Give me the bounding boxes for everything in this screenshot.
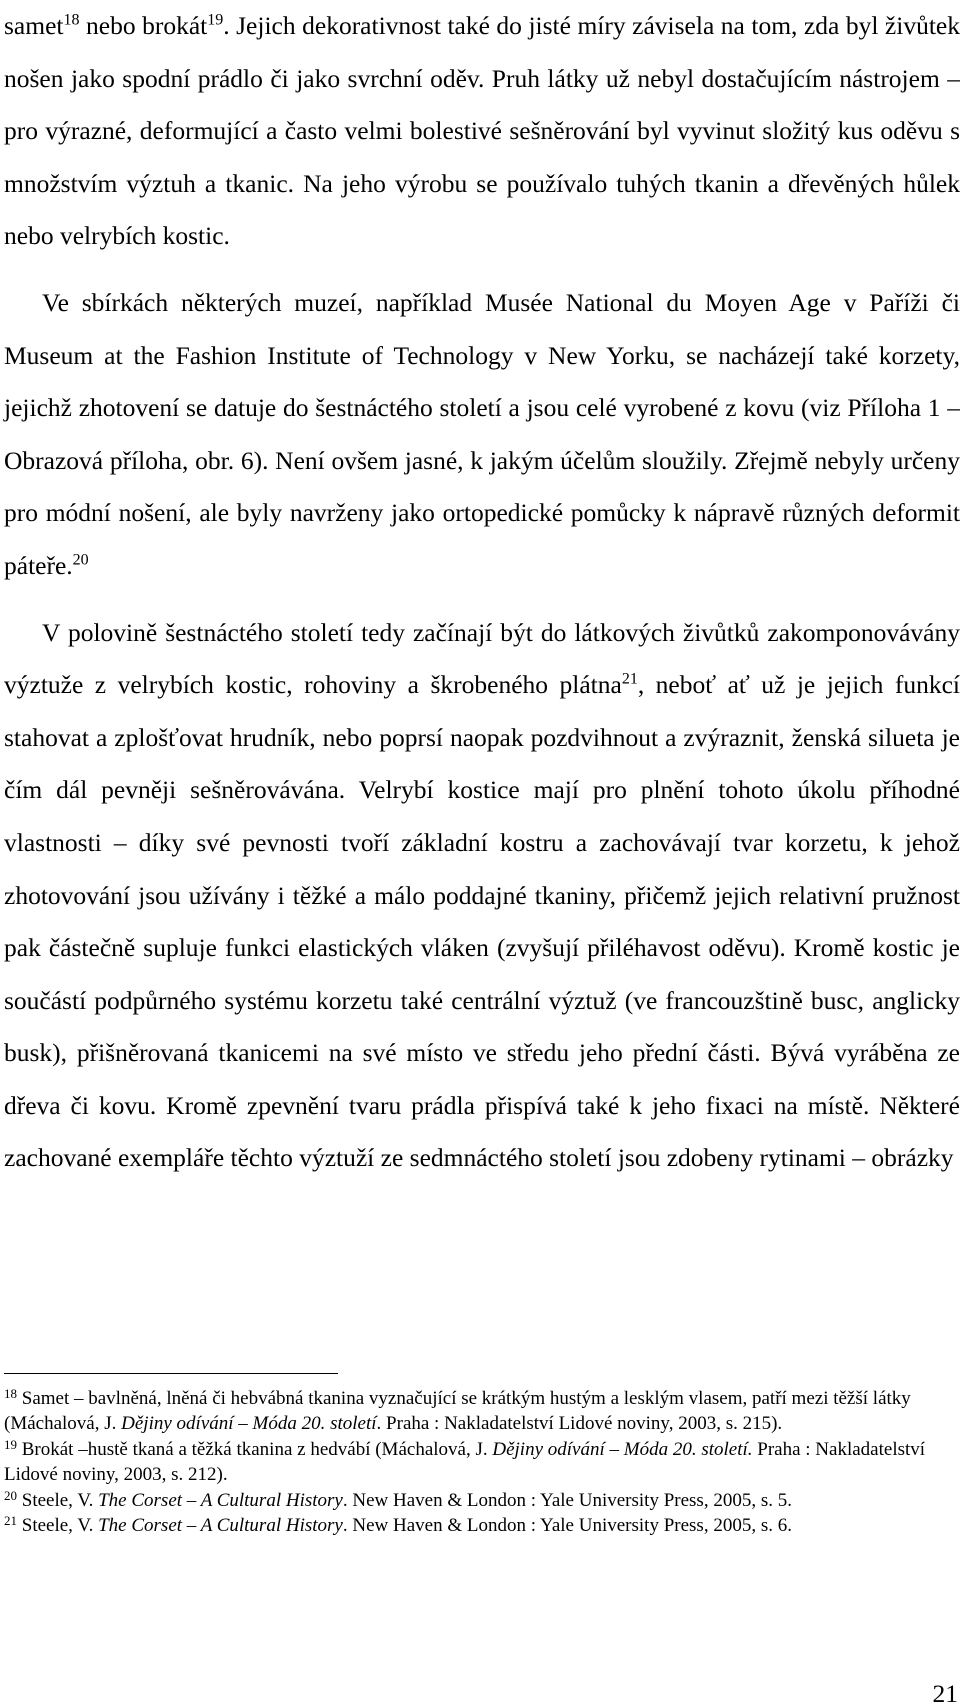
text-run: . New Haven & London : Yale University Press, 2005, s. 5. xyxy=(342,1489,792,1511)
footnote-21 xyxy=(4,1513,960,1538)
cited-title: Dějiny odívání – Móda 20. století xyxy=(121,1413,377,1435)
text-run: Samet – bavlněná, lněná či hebvábná tkanina vyznačující se krátkým hustým a lesklým vlasem, patří mezi těžší látky (Máchalová, J. xyxy=(4,1388,911,1435)
footnote-18 xyxy=(4,1386,960,1437)
footnote-ref: 20 xyxy=(72,551,89,569)
page-number: 21 xyxy=(932,1679,958,1708)
text-run: nebo brokát xyxy=(79,11,208,40)
text-run: . Praha : Nakladatelství Lidové noviny, 2003, s. 215). xyxy=(376,1413,783,1435)
text-run: samet xyxy=(4,11,64,40)
footnote-ref: 21 xyxy=(621,670,638,688)
cited-title: The Corset – A Cultural History xyxy=(98,1515,343,1537)
paragraph-2 xyxy=(4,277,960,593)
footnote-19 xyxy=(4,1437,960,1488)
text-run: , neboť ať už je jejich funkcí stahovat a zplošťovat hrudník, nebo poprsí naopak pozdvihnout a zvýraznit, ženská silueta je čím dál pevněji sešněrovávána. Velrybí kostice mají pro plnění tohoto úkolu příhodné vlastnosti – díky své pevnosti tvoří základní kostru a zachovávají tvar korzetu, k jehož zhotovování jsou užívány i těžké a málo poddajné tkaniny, přičemž jejich relativní pružnost pak částečně supluje funkci elastických vláken (zvyšují přiléhavost oděvu). Kromě kostic je součástí podpůrného systému korzetu také centrální výztuž (ve francouzštině busc, anglicky busk), přišněrovaná tkanicemi na své místo ve středu jeho přední části. Bývá vyráběna ze dřeva či kovu. Kromě zpevnění tvaru prádla přispívá také k jeho fixaci na místě. Některé zachované exempláře těchto výztuží ze sedmnáctého století jsou zdobeny rytinami – obrázky xyxy=(4,670,960,1173)
text-run: Steele, V. xyxy=(17,1489,99,1511)
footnote-separator xyxy=(4,1373,338,1374)
footnote-ref: 19 xyxy=(207,11,224,29)
footnote-ref: 18 xyxy=(63,11,80,29)
footnote-ref: 21 xyxy=(4,1513,17,1529)
text-run: . Jejich dekorativnost také do jisté míry závisela na tom, zda byl živůtek nošen jako spodní prádlo či jako svrchní oděv. Pruh látky už nebyl dostačujícím nástrojem – pro výrazné, deformující a často velmi bolestivé sešněrování byl vyvinut složitý kus oděvu s množstvím výztuh a tkanic. Na jeho výrobu se používalo tuhých tkanin a dřevěných hůlek nebo velrybích kostic. xyxy=(4,11,960,251)
text-run: Ve sbírkách některých muzeí, například Musée National du Moyen Age v Paříži či Museum at the Fashion Institute of Technology v New Yorku, se nacházejí také korzety, jejichž zhotovení se datuje do šestnáctého století a jsou celé vyrobené z kovu (viz Příloha 1 – Obrazová příloha, obr. 6). Není ovšem jasné, k jakým účelům sloužily. Zřejmě nebyly určeny pro módní nošení, ale byly navrženy jako ortopedické pomůcky k nápravě různých deformit páteře. xyxy=(4,287,960,580)
body-text xyxy=(4,0,960,1185)
text-run: Brokát –hustě tkaná a těžká tkanina z hedvábí (Máchalová, J. xyxy=(17,1438,493,1460)
footnote-ref: 18 xyxy=(4,1386,17,1401)
paragraph-1 xyxy=(4,0,960,263)
text-run: Praha : Nakladatelství Lidové noviny, 2003, s. 212). xyxy=(4,1438,926,1486)
footnote-20 xyxy=(4,1488,960,1513)
text-run: V polovině šestnáctého století tedy začínají být do látkových živůtků zakomponovávány výztuže z velrybích kostic, rohoviny a škrobeného plátna xyxy=(4,617,960,700)
cited-title: The Corset – A Cultural History xyxy=(98,1489,343,1511)
text-run: Steele, V. xyxy=(17,1515,99,1537)
paragraph-3 xyxy=(4,607,960,1186)
cited-title: Dějiny odívání – Móda 20. století. xyxy=(492,1438,753,1460)
footnote-ref: 20 xyxy=(4,1487,17,1503)
text-run: . New Haven & London : Yale University Press, 2005, s. 6. xyxy=(342,1515,792,1537)
footnotes xyxy=(4,1386,960,1538)
footnote-ref: 19 xyxy=(4,1436,17,1452)
